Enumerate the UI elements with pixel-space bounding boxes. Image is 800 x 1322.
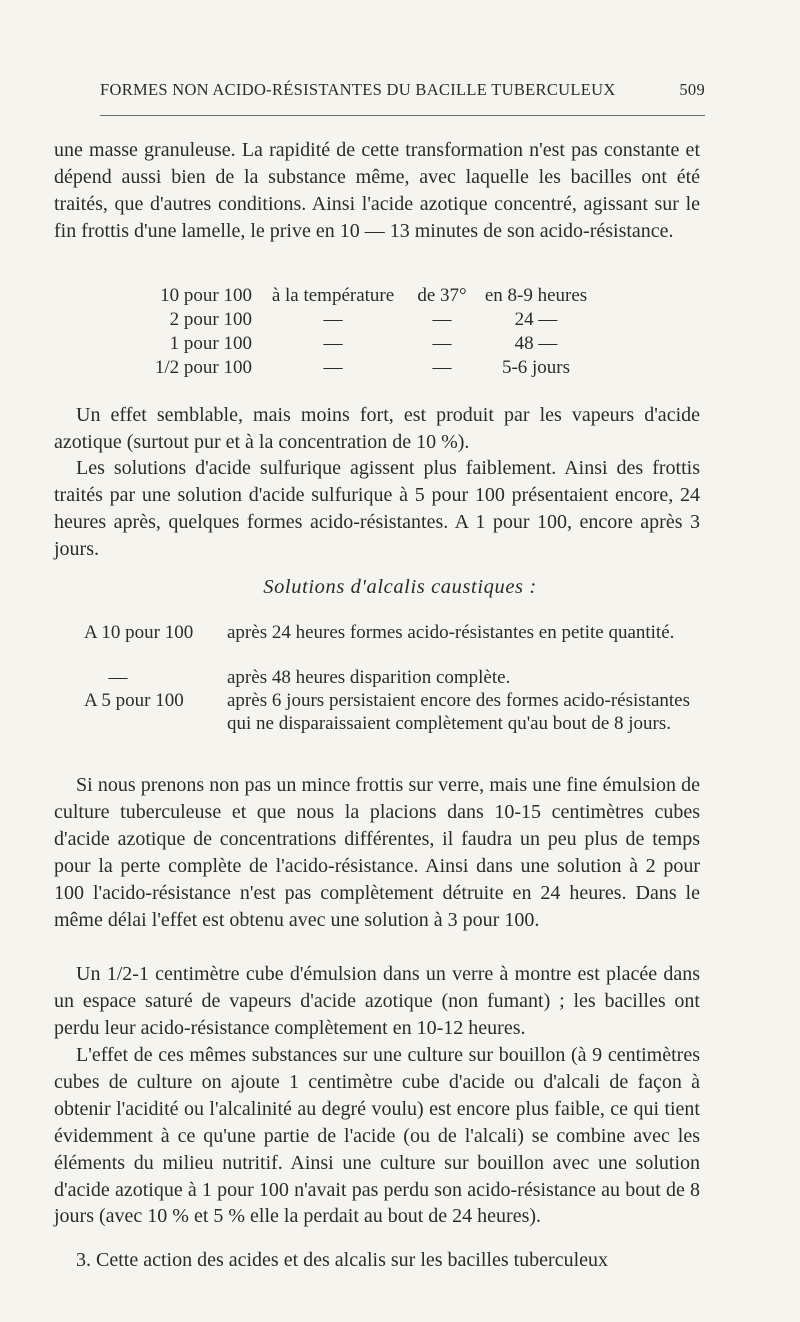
table-cell-concentration: 1/2 pour 100: [154, 357, 252, 378]
table-cell-temperature: —: [432, 357, 452, 378]
alkali-description: après 48 heures disparition complète.: [227, 667, 511, 688]
paragraph-1: une masse granuleuse. La rapidité de cette transformation n'est pas constante et dépend aussi bien de la substance même, avec laquelle les bacilles ont été traités, que d'autres conditions. Ainsi l'acide azotique concentré, agissant sur le fin frottis d'une lamelle, le prive en 10 — 13 minutes de son acido-résistance.: [54, 139, 700, 242]
table-cell-temperature: —: [432, 309, 452, 330]
table-cell-duration: en 8-9 heures: [484, 285, 588, 306]
table-cell-concentration: 1 pour 100: [169, 333, 252, 354]
alkali-label: A 5 pour 100: [84, 690, 184, 711]
header-rule: [100, 115, 705, 116]
paragraph-7: 3. Cette action des acides et des alcalis sur les bacilles tuberculeux: [76, 1249, 609, 1271]
paragraph-4: Si nous prenons non pas un mince frottis sur verre, mais une fine émulsion de culture tuberculeuse et que nous la placions dans 10-15 centimètres cubes d'acide azotique de concentrations différentes, il faudra un peu plus de temps pour la perte complète de l'acido-résistance. Ainsi dans une solution à 2 pour 100 l'acido-résistance n'est pas complètement détruite en 24 heures. Dans le même délai l'effet est obtenu avec une solution à 3 pour 100.: [54, 774, 700, 931]
table-cell-condition: —: [323, 357, 343, 378]
paragraph-2: Un effet semblable, mais moins fort, est produit par les vapeurs d'acide azotique (surtout pur et à la concentration de 10 %).: [54, 404, 700, 453]
alkali-label: A 10 pour 100: [84, 622, 194, 643]
paragraph-5: Un 1/2-1 centimètre cube d'émulsion dans un verre à montre est placée dans un espace saturé de vapeurs d'acide azotique (non fumant) ; les bacilles ont perdu leur acido-résistance complètement en 10-12 heures.: [54, 963, 700, 1039]
table-cell-temperature: —: [432, 333, 452, 354]
table-cell-condition: —: [323, 333, 343, 354]
alkali-label: —: [108, 667, 128, 688]
table-cell-temperature: de 37°: [417, 285, 467, 306]
alkali-description: après 6 jours persistaient encore des formes acido-résistantes qui ne disparaissaient complètement qu'au bout de 8 jours.: [227, 690, 690, 734]
paragraph-6: L'effet de ces mêmes substances sur une culture sur bouillon (à 9 centimètres cubes de culture on ajoute 1 centimètre cube d'acide ou d'alcali de façon à obtenir l'acidité ou l'alcalinité au degré voulu) est encore plus faible, ce qui tient évidemment à ce qu'une partie de l'acide (ou de l'alcali) se combine avec les éléments du milieu nutritif. Ainsi une culture sur bouillon avec une solution d'acide azotique à 1 pour 100 n'avait pas perdu son acido-résistance au bout de 8 jours (avec 10 % et 5 % elle la perdait au bout de 24 heures).: [54, 1044, 700, 1228]
running-header: [100, 80, 705, 100]
table-cell-duration: 48 —: [514, 333, 558, 354]
header-title: FORMES NON ACIDO-RÉSISTANTES DU BACILLE TUBERCULEUX: [100, 80, 616, 99]
table-cell-concentration: 2 pour 100: [169, 309, 252, 330]
table-cell-duration: 24 —: [514, 309, 558, 330]
table-cell-concentration: 10 pour 100: [160, 285, 252, 306]
paragraph-3: Les solutions d'acide sulfurique agissent plus faiblement. Ainsi des frottis traités par une solution d'acide sulfurique à 5 pour 100 présentaient encore, 24 heures après, quelques formes acido-résistantes. A 1 pour 100, encore après 3 jours.: [54, 457, 700, 560]
acid-concentration-table: [150, 285, 610, 395]
table-cell-condition: à la température: [271, 285, 395, 306]
alkali-description: après 24 heures formes acido-résistantes en petite quantité.: [227, 622, 675, 643]
section-subtitle: Solutions d'alcalis caustiques :: [263, 576, 537, 598]
table-cell-condition: —: [323, 309, 343, 330]
table-cell-duration: 5-6 jours: [501, 357, 571, 378]
page-number: 509: [679, 80, 705, 99]
alkali-results-list: [84, 622, 700, 762]
